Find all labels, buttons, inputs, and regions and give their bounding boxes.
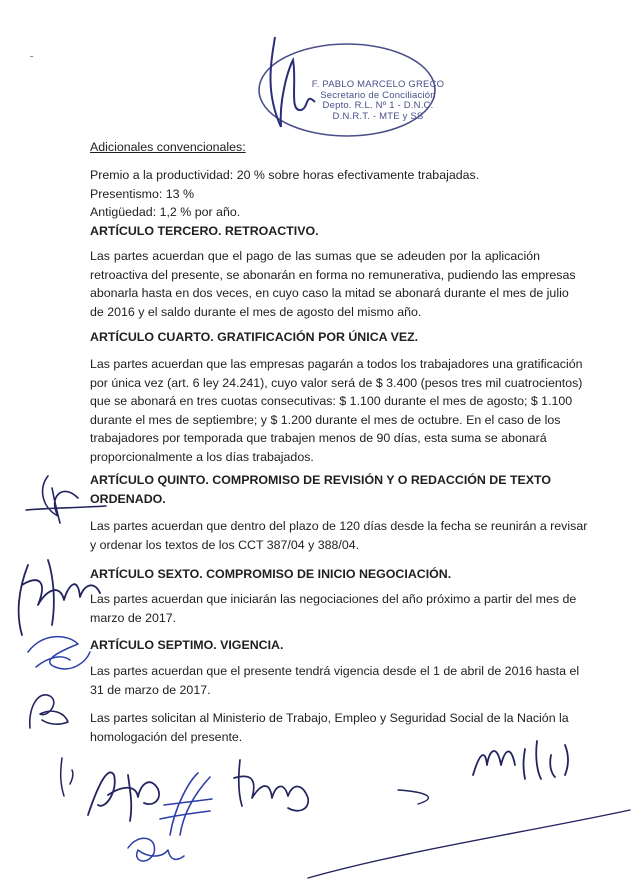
stamp-line: Secretario de Conciliación — [320, 89, 436, 101]
paragraph-line: Las partes solicitan al Ministerio de Trabajo, Empleo y Seguridad Social de la Nación la — [90, 711, 569, 725]
paragraph-line: que se abonará en tres cuotas consecutivas: $ 1.100 durante el mes de agosto; $ 1.100 — [90, 394, 573, 408]
stamp-line: F. PABLO MARCELO GRECO — [311, 79, 445, 90]
adicionales-list — [90, 166, 540, 222]
margin-signature — [18, 622, 98, 682]
paragraph-line: trabajadores por temporada que trabajen menos de 90 días, esta suma se abonará — [90, 431, 547, 445]
margin-signature — [18, 468, 108, 528]
article-paragraph-septimo — [90, 662, 580, 699]
article-paragraph-cuarto — [90, 355, 583, 466]
scan-speck: ˜ — [30, 55, 34, 66]
heading-line: ARTÍCULO QUINTO. COMPROMISO DE REVISIÓN Y O REDACCIÓN DE TEXTO — [90, 473, 552, 487]
paragraph-line: proporcionalmente a los días trabajados. — [90, 449, 314, 464]
article-paragraph-sexto — [90, 590, 577, 627]
stamp-line: Depto. R.L. Nº 1 - D.N.C. — [322, 100, 434, 111]
paragraph-line: marzo de 2017. — [90, 610, 177, 625]
paragraph-line: 31 de marzo de 2017. — [90, 682, 211, 697]
article-heading-septimo: ARTÍCULO SEPTIMO. VIGENCIA. — [90, 638, 284, 652]
article-paragraph-tercero — [90, 247, 576, 321]
article-heading-sexto: ARTÍCULO SEXTO. COMPROMISO DE INICIO NEGOCIACIÓN. — [90, 567, 452, 581]
article-heading-quinto — [90, 471, 552, 508]
paragraph-line: Las partes acuerdan que las empresas pagarán a todos los trabajadores una gratificación — [90, 357, 583, 371]
stamp-line: D.N.R.T. - MTE y SS — [332, 110, 424, 122]
paragraph-line: y ordenar los textos de los CCT 387/04 y 388/04. — [90, 537, 360, 552]
article-paragraph-quinto — [90, 517, 588, 554]
article-heading-cuarto: ARTÍCULO CUARTO. GRATIFICACIÓN POR ÚNICA VEZ. — [90, 330, 419, 344]
paragraph-line: retroactiva del presente, se abonarán en forma no remunerativa, pudiendo las empresas — [90, 267, 576, 282]
adicional-item: Presentismo: 13 % — [90, 186, 194, 201]
paragraph-line: Las partes acuerdan que el presente tendrá vigencia desde el 1 de abril de 2016 hasta el — [90, 664, 580, 678]
paragraph-line: abonarla hasta en dos veces, en cuyo caso la mitad se abonará durante el mes de julio — [90, 286, 569, 300]
article-heading-tercero: ARTÍCULO TERCERO. RETROACTIVO. — [90, 224, 319, 238]
bottom-signature — [465, 735, 585, 790]
paragraph-line: homologación del presente. — [90, 729, 243, 744]
section-subtitle: Adicionales convencionales: — [90, 140, 246, 154]
adicional-item: Antigüedad: 1,2 % por año. — [90, 205, 241, 219]
paragraph-line: durante el mes de septiembre; y $ 1.200 durante el mes de octubre. En el caso de los — [90, 412, 561, 427]
paragraph-line: por única vez (art. 6 ley 24.241), cuyo valor será de $ 3.400 (pesos tres mil cuatrocientos) — [90, 375, 583, 390]
paragraph-line: Las partes acuerdan que dentro del plazo de 120 días desde la fecha se reunirán a revisar — [90, 519, 588, 533]
paragraph-line: Las partes acuerdan que iniciarán las negociaciones del año próximo a partir del mes de — [90, 592, 577, 606]
margin-signature — [18, 678, 88, 738]
stamp-text — [298, 80, 458, 122]
heading-line: ORDENADO. — [90, 491, 166, 506]
paragraph-line: Las partes acuerdan que el pago de las sumas que se adeuden por la aplicación — [90, 249, 540, 263]
adicional-item: Premio a la productividad: 20 % sobre horas efectivamente trabajadas. — [90, 168, 480, 182]
paragraph-line: de 2016 y el saldo durante el mes de agosto del mismo año. — [90, 304, 422, 319]
bottom-signature — [118, 828, 188, 870]
